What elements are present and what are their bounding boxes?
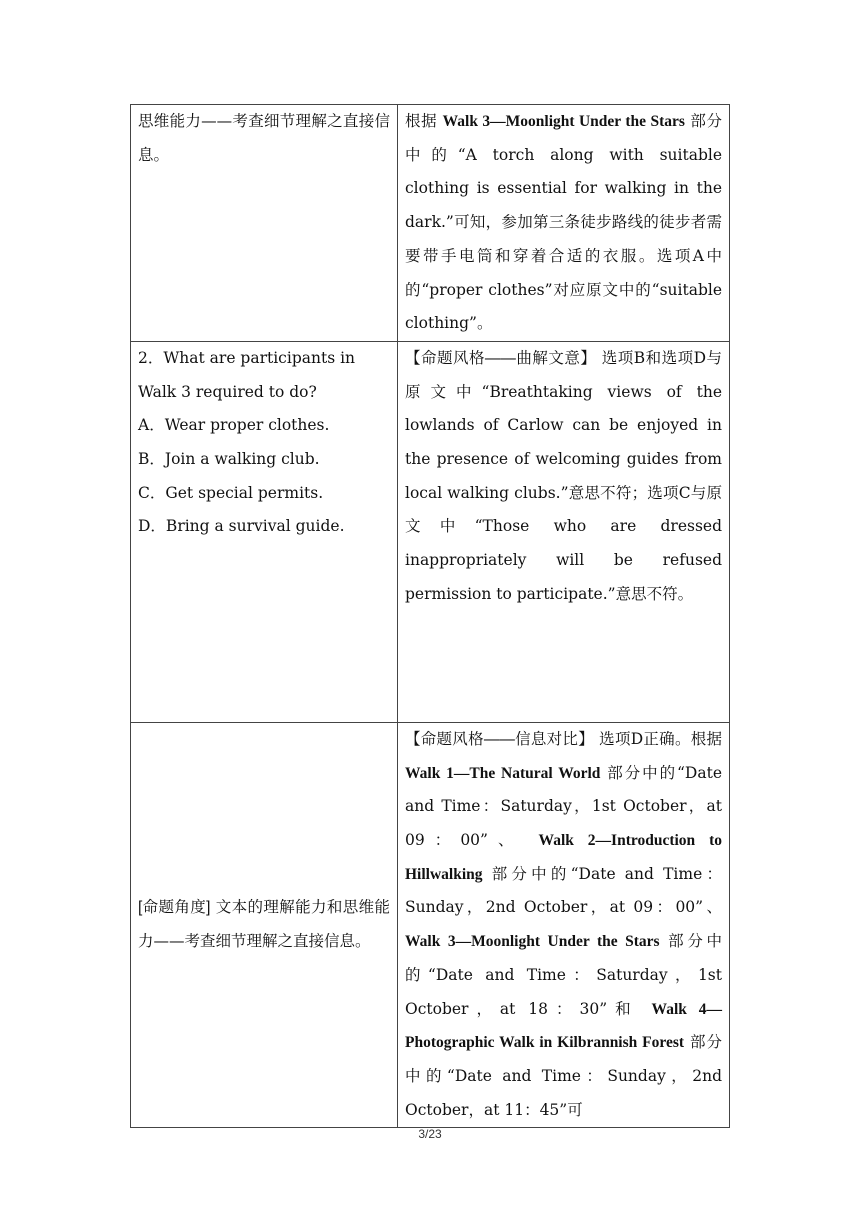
ability-text: 思维能力——考查细节理解之直接信息。	[138, 112, 390, 164]
analysis-text: 部分中的“Date and Time：Sunday，2nd October，at 09：00”、	[405, 864, 722, 917]
analysis-cell	[398, 722, 730, 1127]
ability-cell	[131, 105, 398, 342]
walk-heading-ref: Walk 1—The Natural World	[405, 764, 601, 782]
analysis-text: 部分中的“Date and Time：Saturday，1st October，at 09：00”、	[405, 763, 722, 850]
table-row	[131, 722, 730, 1127]
ability-cell	[131, 722, 398, 1127]
table-row	[131, 105, 730, 342]
analysis-text: 部分中的“A torch along with suitable clothing is essential for walking in the dark.”可知，参加第三条徒步路线的徒步者需要带手电筒和穿着合适的衣服。选项A中的“proper clothes”对应原文中的“suitable clothing”。	[405, 112, 722, 333]
angle-tag: [命题角度]	[138, 899, 211, 917]
walk-heading-ref: Walk 2—Introduction to Hillwalking	[405, 832, 722, 883]
table-row	[131, 341, 730, 722]
question-text: 2．What are participants in Walk 3 required to do?	[138, 348, 356, 401]
analysis-text: 部分中的“Date and Time：Saturday，1st October，at 18：30”和	[405, 932, 722, 1018]
walk-heading-ref: Walk 4—Photographic Walk in Kilbrannish Forest	[405, 1000, 722, 1052]
style-tag: 【命题风格——信息对比】	[405, 730, 594, 748]
option-d: D．Bring a survival guide.	[138, 517, 345, 536]
page-number: 3/23	[418, 1127, 442, 1141]
analysis-text: 根据	[405, 112, 438, 130]
ability-text: 文本的理解能力和思维能力——考查细节理解之直接信息。	[138, 898, 390, 951]
analysis-cell	[398, 105, 730, 342]
style-tag: 【命题风格——曲解文意】	[405, 349, 597, 367]
analysis-text: 选项D正确。根据	[599, 729, 722, 748]
analysis-cell	[398, 341, 730, 722]
answer-analysis-table	[130, 104, 730, 1128]
option-b: B．Join a walking club.	[138, 450, 320, 469]
analysis-text: 选项B和选项D与原文中“Breathtaking views of the lowlands of Carlow can be enjoyed in the presence of welcoming guides from local walking clubs.”意思不符；选项C与原文中“Those who are dressed inappropriately will be refused permission to participate.”意思不符。	[405, 348, 722, 603]
option-c: C．Get special permits.	[138, 483, 324, 502]
option-a: A．Wear proper clothes.	[138, 416, 330, 435]
analysis-text: 部分中的“Date and Time：Sunday，2nd October，at 11：45”可	[405, 1033, 722, 1119]
walk-heading-ref: Walk 3—Moonlight Under the Stars	[405, 933, 660, 951]
question-cell	[131, 341, 398, 722]
walk-heading-ref: Walk 3—Moonlight Under the Stars	[442, 113, 685, 130]
